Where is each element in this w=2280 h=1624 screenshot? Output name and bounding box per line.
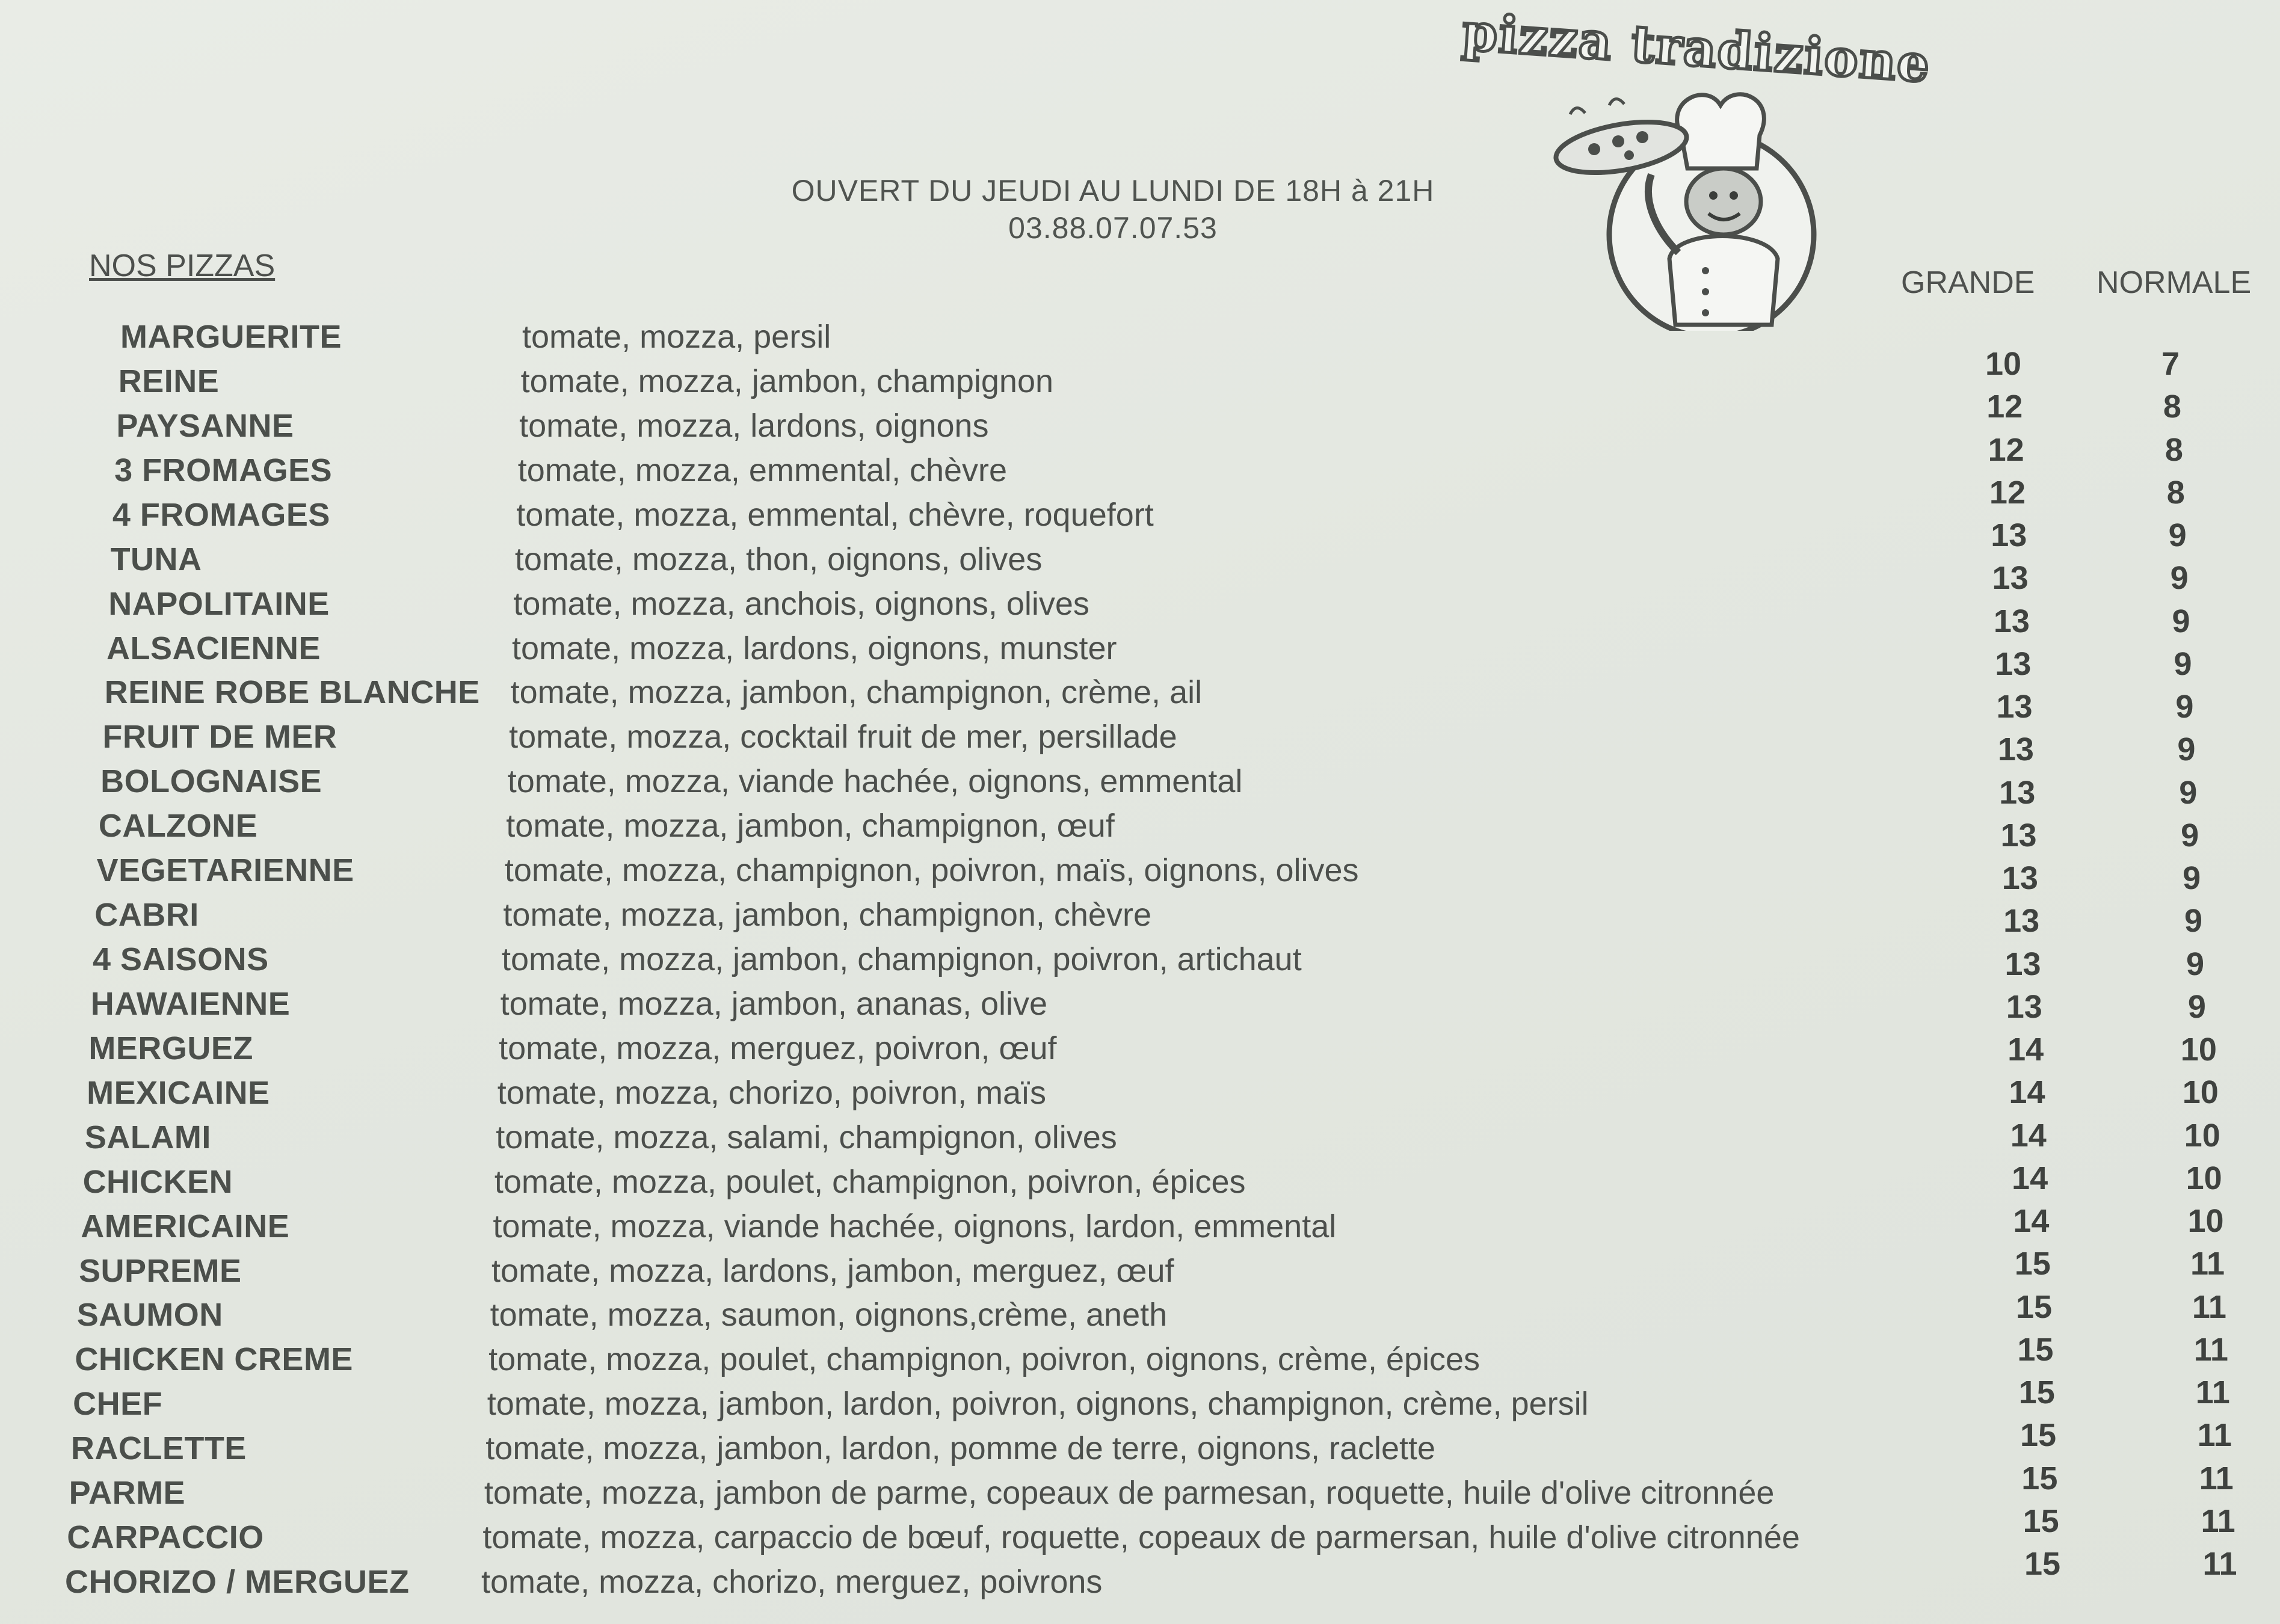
pizza-ingredients: tomate, mozza, cocktail fruit de mer, persillade [509, 719, 1177, 755]
price-grande: 12 [1989, 474, 2026, 511]
price-grande: 14 [2012, 1160, 2048, 1196]
price-normale: 10 [2186, 1160, 2222, 1196]
pizza-name: 4 SAISONS [93, 941, 269, 977]
price-grande: 13 [1992, 560, 2029, 597]
pizza-name: FRUIT DE MER [102, 719, 337, 755]
pizza-ingredients: tomate, mozza, salami, champignon, olives [496, 1119, 1117, 1155]
price-grande: 14 [2013, 1203, 2050, 1239]
price-grande: 12 [1986, 389, 2023, 425]
price-grande: 15 [2016, 1288, 2053, 1325]
pizza-ingredients: tomate, mozza, jambon, champignon, poivron, artichaut [502, 941, 1302, 977]
pizza-name: CHICKEN [82, 1163, 233, 1200]
price-normale: 9 [2175, 689, 2194, 725]
pizza-name: RACLETTE [70, 1430, 247, 1467]
price-grande: 12 [1988, 431, 2024, 468]
pizza-name: CARPACCIO [67, 1519, 264, 1556]
price-grande: 13 [1993, 603, 2030, 639]
price-normale: 10 [2180, 1032, 2217, 1068]
pizza-name: MERGUEZ [88, 1030, 253, 1066]
pizza-name: PARME [69, 1475, 186, 1512]
pizza-name: HAWAIENNE [90, 985, 291, 1022]
pizza-name: CHICKEN CREME [75, 1341, 353, 1378]
price-grande: 13 [2004, 946, 2041, 982]
price-normale: 11 [2197, 1417, 2232, 1454]
pizza-ingredients: tomate, mozza, poulet, champignon, poivron, oignons, crème, épices [488, 1341, 1480, 1378]
pizza-ingredients: tomate, mozza, thon, oignons, olives [514, 541, 1043, 577]
pizza-name: ALSACIENNE [106, 630, 321, 666]
price-grande: 14 [2007, 1032, 2044, 1068]
pizza-ingredients: tomate, mozza, emmental, chèvre, roquefort [516, 496, 1154, 533]
pizza-name: MEXICAINE [87, 1074, 270, 1111]
price-normale: 9 [2179, 774, 2198, 811]
price-normale: 11 [2190, 1246, 2225, 1282]
price-normale: 8 [2164, 431, 2183, 468]
pizza-name: REINE [118, 363, 220, 399]
price-normale: 9 [2183, 860, 2201, 896]
price-normale: 9 [2168, 517, 2187, 553]
pizza-name: BOLOGNAISE [100, 763, 322, 800]
pizza-ingredients: tomate, mozza, viande hachée, oignons, lardon, emmental [493, 1208, 1337, 1244]
pizza-name: SAUMON [76, 1297, 223, 1333]
pizza-name: CABRI [94, 897, 199, 933]
pizza-ingredients: tomate, mozza, saumon, oignons,crème, aneth [490, 1297, 1168, 1333]
chef-carrying-pizza-icon [1552, 78, 1829, 331]
pizza-name: VEGETARIENNE [96, 852, 354, 889]
price-grande: 13 [1996, 689, 2033, 725]
price-grande: 15 [2014, 1246, 2051, 1282]
price-normale: 11 [2202, 1546, 2237, 1582]
price-grande: 13 [1997, 731, 2034, 768]
price-grande: 14 [2009, 1074, 2045, 1111]
pizza-ingredients: tomate, mozza, jambon, champignon, crème, ail [510, 674, 1203, 711]
price-normale: 10 [2187, 1203, 2224, 1239]
price-normale: 9 [2170, 560, 2189, 597]
price-grande: 15 [2023, 1503, 2059, 1539]
pizza-ingredients: tomate, mozza, jambon, lardon, poivron, oignons, champignon, crème, persil [487, 1386, 1589, 1423]
price-normale: 11 [2192, 1288, 2226, 1325]
price-grande: 13 [2003, 903, 2040, 940]
price-normale: 11 [2193, 1331, 2228, 1368]
price-grande: 15 [2024, 1546, 2061, 1582]
pizza-ingredients: tomate, mozza, jambon de parme, copeaux de parmesan, roquette, huile d'olive citronnée [484, 1475, 1775, 1512]
price-normale: 7 [2161, 346, 2180, 382]
pizza-ingredients: tomate, mozza, jambon, champignon [520, 363, 1054, 399]
section-title: NOS PIZZAS [89, 248, 276, 283]
pizza-ingredients: tomate, mozza, carpaccio de bœuf, roquette, copeaux de parmersan, huile d'olive citronnée [482, 1519, 1800, 1556]
pizza-ingredients: tomate, mozza, jambon, ananas, olive [500, 985, 1048, 1022]
pizza-ingredients: tomate, mozza, chorizo, merguez, poivrons [481, 1564, 1103, 1600]
pizza-name: PAYSANNE [116, 407, 294, 444]
price-normale: 8 [2163, 389, 2181, 425]
price-grande: 14 [2010, 1117, 2047, 1154]
pizza-name: NAPOLITAINE [108, 585, 330, 622]
pizza-name: CHEF [73, 1386, 163, 1423]
brand-name: pizza tradizione [1460, 1, 1933, 94]
pizza-name: SUPREME [79, 1252, 242, 1289]
pizza-ingredients: tomate, mozza, lardons, oignons, munster [512, 630, 1117, 666]
price-normale: 9 [2181, 817, 2199, 854]
price-normale: 10 [2184, 1117, 2220, 1154]
pizza-name: REINE ROBE BLANCHE [104, 674, 480, 711]
pizza-ingredients: tomate, mozza, lardons, jambon, merguez, œuf [491, 1252, 1174, 1289]
pizza-ingredients: tomate, mozza, anchois, oignons, olives [513, 585, 1089, 622]
price-normale: 9 [2184, 903, 2203, 940]
pizza-ingredients: tomate, mozza, emmental, chèvre [517, 452, 1008, 488]
price-normale: 8 [2166, 474, 2185, 511]
pizza-name: 4 FROMAGES [112, 496, 330, 533]
price-grande: 13 [1999, 774, 2036, 811]
price-grande: 15 [2020, 1417, 2057, 1454]
pizza-ingredients: tomate, mozza, jambon, champignon, œuf [506, 808, 1115, 844]
price-normale: 9 [2187, 988, 2206, 1025]
opening-hours: OUVERT DU JEUDI AU LUNDI DE 18H à 21H [791, 174, 1435, 208]
price-normale: 9 [2174, 645, 2192, 682]
pizza-name: AMERICAINE [81, 1208, 290, 1244]
pizza-name: SALAMI [84, 1119, 211, 1155]
pizza-name: MARGUERITE [120, 319, 342, 355]
pizza-ingredients: tomate, mozza, lardons, oignons [519, 407, 989, 444]
price-grande: 15 [2017, 1331, 2054, 1368]
price-grande: 13 [1991, 517, 2027, 553]
price-normale: 9 [2172, 603, 2190, 639]
column-header-normale: NORMALE [2097, 265, 2252, 300]
price-grande: 13 [2000, 817, 2037, 854]
price-grande: 13 [1995, 645, 2032, 682]
price-normale: 9 [2177, 731, 2196, 768]
pizza-name: 3 FROMAGES [114, 452, 333, 488]
pizza-ingredients: tomate, mozza, merguez, poivron, œuf [499, 1030, 1057, 1066]
price-grande: 13 [2001, 860, 2038, 896]
price-grande: 15 [2018, 1374, 2055, 1410]
pizza-name: CALZONE [98, 808, 258, 844]
phone-number: 03.88.07.07.53 [1008, 211, 1218, 245]
column-header-grande: GRANDE [1901, 265, 2035, 300]
price-grande: 15 [2021, 1460, 2058, 1496]
price-normale: 10 [2182, 1074, 2219, 1111]
price-grande: 13 [2006, 988, 2042, 1025]
pizza-ingredients: tomate, mozza, jambon, lardon, pomme de terre, oignons, raclette [485, 1430, 1436, 1467]
pizza-ingredients: tomate, mozza, poulet, champignon, poivron, épices [494, 1163, 1246, 1200]
pizza-ingredients: tomate, mozza, viande hachée, oignons, emmental [507, 763, 1243, 800]
price-normale: 11 [2195, 1374, 2230, 1410]
pizza-name: CHORIZO / MERGUEZ [65, 1564, 410, 1600]
pizza-ingredients: tomate, mozza, champignon, poivron, maïs, oignons, olives [504, 852, 1359, 889]
price-grande: 10 [1985, 346, 2022, 382]
price-normale: 9 [2186, 946, 2205, 982]
pizza-ingredients: tomate, mozza, chorizo, poivron, maïs [497, 1074, 1047, 1111]
price-normale: 11 [2199, 1460, 2234, 1496]
pizza-ingredients: tomate, mozza, persil [522, 319, 831, 355]
price-normale: 11 [2201, 1503, 2235, 1539]
pizza-ingredients: tomate, mozza, jambon, champignon, chèvre [503, 897, 1151, 933]
pizza-name: TUNA [110, 541, 202, 577]
